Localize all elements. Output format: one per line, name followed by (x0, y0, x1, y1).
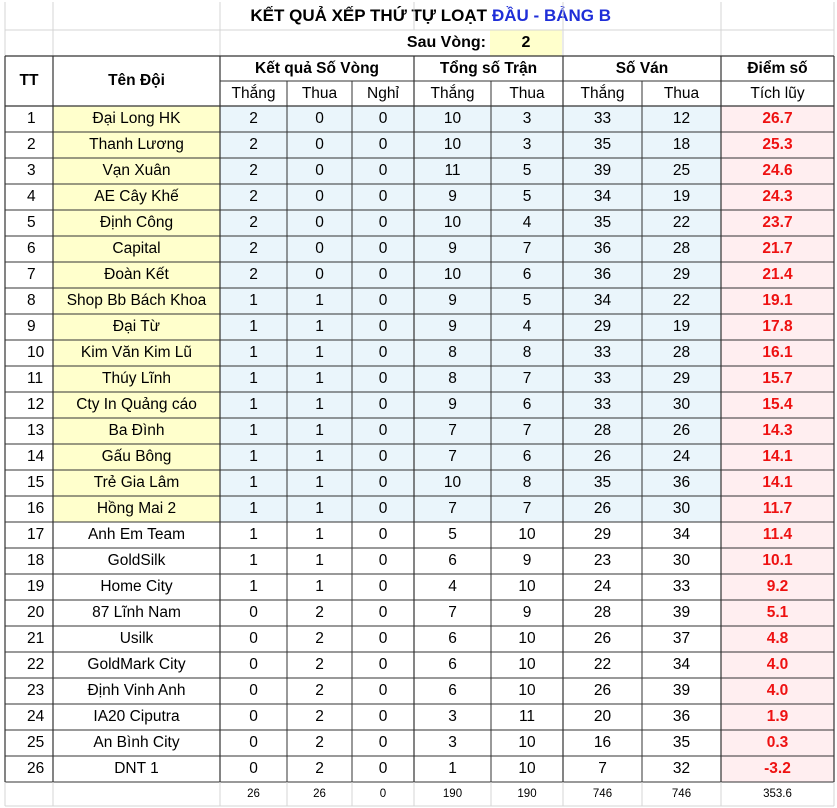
cell-team: Định Công (53, 210, 220, 236)
cell-round-rest: 0 (352, 210, 414, 236)
cell-rank: 18 (27, 552, 45, 569)
cell-matches-lose: 3 (491, 106, 563, 132)
cell-games-lose: 33 (672, 578, 691, 595)
cell-rank: 8 (27, 292, 36, 309)
cell-games-lose: 19 (642, 314, 721, 340)
cell-rank: 23 (27, 682, 45, 699)
cell-round-win: 1 (220, 496, 287, 522)
cell-matches-win: 6 (448, 682, 457, 699)
cell-round-rest: 0 (352, 262, 414, 288)
cell-rank: 16 (27, 500, 45, 517)
cell-matches-win: 7 (414, 418, 491, 444)
cell-round-win: 1 (249, 578, 258, 595)
cell-games-lose: 30 (642, 496, 721, 522)
cell-matches-win: 9 (414, 236, 491, 262)
cell-team: Usilk (119, 630, 154, 647)
cell-games-lose: 19 (642, 184, 721, 210)
cell-games-lose: 28 (642, 236, 721, 262)
cell-matches-lose: 9 (522, 604, 532, 621)
cell-matches-lose: 10 (518, 760, 536, 777)
cell-team: Định Vinh Anh (87, 682, 186, 699)
cell-round-win: 2 (220, 158, 287, 184)
cell-round-lose: 0 (287, 132, 352, 158)
header-tt: TT (19, 72, 39, 89)
cell-rank: 12 (27, 396, 45, 413)
cell-matches-win: 7 (448, 604, 457, 621)
total-round-rest: 0 (379, 788, 387, 800)
cell-round-rest: 0 (378, 604, 388, 621)
cell-games-lose: 29 (642, 366, 721, 392)
cell-team: Vạn Xuân (53, 158, 220, 184)
cell-rank: 4 (27, 188, 36, 205)
cell-round-win: 0 (249, 734, 258, 751)
cell-team: Kim Văn Kim Lũ (53, 340, 220, 366)
cell-points: 14.3 (721, 418, 834, 444)
cell-round-lose: 1 (315, 552, 324, 569)
cell-round-win: 2 (220, 132, 287, 158)
cell-points: 14.1 (721, 470, 834, 496)
cell-round-rest: 0 (352, 184, 414, 210)
cell-games-win: 16 (593, 734, 612, 751)
cell-games-lose: 24 (642, 444, 721, 470)
cell-round-rest: 0 (378, 526, 388, 543)
cell-matches-lose: 8 (491, 340, 563, 366)
total-round-win: 26 (247, 788, 260, 800)
cell-round-rest: 0 (352, 496, 414, 522)
cell-round-lose: 1 (287, 366, 352, 392)
cell-rank: 11 (27, 370, 44, 387)
cell-round-rest: 0 (352, 236, 414, 262)
cell-team: Ba Đình (53, 418, 220, 444)
cell-games-win: 35 (563, 210, 642, 236)
cell-games-win: 39 (563, 158, 642, 184)
cell-round-rest: 0 (378, 656, 388, 673)
cell-round-rest: 0 (378, 552, 388, 569)
cell-games-win: 28 (593, 604, 612, 621)
cell-games-win: 24 (593, 578, 612, 595)
header-games: Số Ván (615, 59, 669, 77)
cell-rank: 10 (27, 344, 45, 361)
cell-round-lose: 1 (287, 470, 352, 496)
cell-games-win: 35 (563, 470, 642, 496)
cell-round-win: 0 (249, 656, 258, 673)
cell-games-lose: 36 (642, 470, 721, 496)
cell-matches-win: 9 (414, 184, 491, 210)
cell-points: 16.1 (721, 340, 834, 366)
cell-matches-win: 10 (414, 106, 491, 132)
cell-matches-win: 7 (414, 496, 491, 522)
cell-games-lose: 39 (672, 682, 691, 699)
cell-round-win: 1 (220, 288, 287, 314)
cell-round-lose: 2 (315, 604, 324, 621)
cell-team: Trẻ Gia Lâm (53, 470, 220, 496)
cell-rank: 6 (27, 240, 36, 257)
total-round-lose: 26 (313, 788, 326, 800)
cell-round-win: 2 (220, 262, 287, 288)
header-total-matches: Tổng số Trận (439, 59, 538, 77)
cell-matches-lose: 10 (518, 656, 536, 673)
cell-matches-lose: 5 (491, 184, 563, 210)
cell-matches-win: 10 (414, 210, 491, 236)
cell-matches-lose: 7 (491, 418, 563, 444)
cell-games-lose: 22 (642, 288, 721, 314)
cell-round-rest: 0 (352, 158, 414, 184)
cell-games-win: 34 (563, 184, 642, 210)
cell-team: An Bình City (93, 734, 180, 751)
cell-matches-win: 4 (448, 578, 457, 595)
cell-games-win: 33 (563, 392, 642, 418)
cell-round-rest: 0 (352, 340, 414, 366)
cell-points: 15.7 (721, 366, 834, 392)
subheader-points-accumulated: Tích lũy (750, 84, 805, 102)
cell-team: GoldSilk (107, 552, 166, 569)
cell-games-win: 28 (563, 418, 642, 444)
cell-points: 23.7 (721, 210, 834, 236)
cell-round-lose: 0 (287, 262, 352, 288)
cell-games-win: 22 (593, 656, 612, 673)
cell-matches-lose: 7 (491, 496, 563, 522)
cell-points: 24.3 (721, 184, 834, 210)
header-team: Tên Đội (108, 72, 165, 89)
cell-games-lose: 26 (642, 418, 721, 444)
title-text: KẾT QUẢ XẾP THỨ TỰ LOẠT (250, 6, 487, 25)
cell-games-lose: 32 (672, 760, 691, 777)
cell-points: 1.9 (721, 704, 834, 730)
cell-games-win: 33 (563, 106, 642, 132)
cell-round-win: 0 (249, 682, 258, 699)
cell-rank: 2 (27, 136, 36, 153)
cell-matches-win: 11 (414, 158, 491, 184)
cell-games-win: 33 (563, 340, 642, 366)
subheader-matches-lose: Thua (509, 84, 545, 102)
cell-games-lose: 28 (642, 340, 721, 366)
cell-round-win: 2 (220, 236, 287, 262)
cell-round-lose: 2 (315, 760, 324, 777)
cell-matches-lose: 10 (518, 682, 536, 699)
cell-points: 25.3 (721, 132, 834, 158)
cell-matches-win: 5 (448, 526, 457, 543)
cell-rank: 25 (27, 734, 45, 751)
cell-rank: 13 (27, 422, 45, 439)
cell-games-lose: 12 (642, 106, 721, 132)
cell-round-win: 0 (249, 708, 258, 725)
cell-round-rest: 0 (378, 682, 388, 699)
cell-points: 11.7 (721, 496, 834, 522)
cell-matches-lose: 10 (518, 526, 536, 543)
cell-points: 21.4 (721, 262, 834, 288)
cell-games-win: 26 (563, 444, 642, 470)
cell-points: 14.1 (721, 444, 834, 470)
cell-matches-lose: 8 (491, 470, 563, 496)
cell-round-lose: 1 (315, 578, 324, 595)
cell-round-lose: 0 (287, 184, 352, 210)
cell-round-lose: 1 (287, 496, 352, 522)
cell-matches-win: 10 (414, 470, 491, 496)
cell-round-rest: 0 (378, 630, 388, 647)
cell-points: 4.0 (721, 678, 834, 704)
cell-rank: 9 (27, 318, 36, 335)
header-round-results: Kết quả Số Vòng (255, 59, 379, 77)
cell-matches-lose: 6 (491, 444, 563, 470)
cell-round-lose: 1 (287, 340, 352, 366)
cell-games-lose: 34 (672, 526, 691, 543)
cell-team: Cty In Quảng cáo (53, 392, 220, 418)
cell-matches-lose: 4 (491, 210, 563, 236)
cell-matches-lose: 7 (491, 366, 563, 392)
cell-matches-win: 9 (414, 314, 491, 340)
cell-games-win: 36 (563, 262, 642, 288)
cell-rank: 1 (27, 110, 36, 127)
cell-round-rest: 0 (352, 288, 414, 314)
cell-games-win: 20 (593, 708, 612, 725)
cell-team: Home City (100, 578, 173, 595)
cell-matches-win: 6 (448, 656, 457, 673)
cell-points: 11.4 (721, 522, 834, 548)
cell-round-win: 0 (249, 630, 258, 647)
cell-matches-lose: 3 (491, 132, 563, 158)
cell-round-rest: 0 (352, 366, 414, 392)
cell-team: Shop Bb Bách Khoa (53, 288, 220, 314)
cell-round-rest: 0 (378, 708, 388, 725)
cell-team: Gấu Bông (53, 444, 220, 470)
cell-round-win: 1 (220, 392, 287, 418)
cell-points: 10.1 (721, 548, 834, 574)
cell-team: Đoàn Kết (53, 262, 220, 288)
subheader-round-win: Thắng (231, 84, 276, 102)
total-games-lose: 746 (671, 788, 692, 800)
cell-rank: 21 (27, 630, 45, 647)
cell-round-lose: 1 (287, 444, 352, 470)
cell-matches-win: 1 (448, 760, 457, 777)
title-group-text: ĐẦU - BẢNG B (492, 6, 611, 25)
cell-round-rest: 0 (352, 392, 414, 418)
cell-team: 87 Lĩnh Nam (92, 604, 181, 621)
cell-matches-win: 7 (414, 444, 491, 470)
total-points: 353.6 (763, 788, 792, 800)
cell-rank: 20 (27, 604, 45, 621)
cell-matches-win: 9 (414, 288, 491, 314)
cell-points: 21.7 (721, 236, 834, 262)
cell-games-lose: 25 (642, 158, 721, 184)
cell-games-win: 29 (593, 526, 612, 543)
cell-round-lose: 2 (315, 656, 324, 673)
cell-round-win: 1 (220, 418, 287, 444)
header-points: Điểm số (747, 59, 808, 77)
cell-round-rest: 0 (352, 470, 414, 496)
cell-points: -3.2 (721, 756, 834, 782)
total-games-win: 746 (592, 788, 613, 800)
cell-games-lose: 30 (642, 392, 721, 418)
cell-round-win: 2 (220, 184, 287, 210)
cell-matches-lose: 6 (491, 392, 563, 418)
cell-matches-lose: 10 (518, 734, 536, 751)
cell-games-lose: 34 (672, 656, 691, 673)
round-value: 2 (490, 30, 562, 56)
cell-games-lose: 30 (672, 552, 691, 569)
cell-points: 9.2 (721, 574, 834, 600)
cell-rank: 15 (27, 474, 45, 491)
cell-round-lose: 1 (315, 526, 324, 543)
subheader-round-rest: Nghỉ (367, 84, 399, 102)
cell-matches-win: 8 (414, 366, 491, 392)
cell-games-win: 26 (593, 682, 612, 699)
cell-team: Đại Long HK (53, 106, 220, 132)
cell-games-win: 26 (593, 630, 612, 647)
cell-games-win: 29 (563, 314, 642, 340)
cell-points: 4.0 (721, 652, 834, 678)
cell-matches-win: 3 (448, 708, 457, 725)
cell-round-rest: 0 (378, 578, 388, 595)
cell-games-win: 35 (563, 132, 642, 158)
cell-matches-win: 8 (414, 340, 491, 366)
cell-round-lose: 1 (287, 288, 352, 314)
cell-team: GoldMark City (87, 656, 186, 673)
cell-games-win: 23 (593, 552, 612, 569)
cell-round-win: 0 (249, 604, 258, 621)
cell-round-win: 2 (220, 106, 287, 132)
cell-matches-lose: 7 (491, 236, 563, 262)
cell-round-win: 1 (220, 366, 287, 392)
cell-matches-win: 6 (448, 630, 457, 647)
cell-games-win: 36 (563, 236, 642, 262)
cell-round-lose: 1 (287, 418, 352, 444)
cell-round-win: 2 (220, 210, 287, 236)
cell-team: Thúy Lĩnh (53, 366, 220, 392)
cell-round-lose: 0 (287, 236, 352, 262)
cell-matches-lose: 5 (491, 288, 563, 314)
cell-matches-lose: 6 (491, 262, 563, 288)
cell-games-lose: 37 (672, 630, 691, 647)
cell-round-lose: 0 (287, 106, 352, 132)
cell-matches-lose: 4 (491, 314, 563, 340)
subheader-round-lose: Thua (301, 84, 338, 102)
cell-round-lose: 2 (315, 630, 324, 647)
cell-round-lose: 2 (315, 708, 324, 725)
cell-points: 19.1 (721, 288, 834, 314)
cell-games-lose: 36 (672, 708, 691, 725)
round-label: Sau Vòng: (406, 34, 486, 51)
cell-round-rest: 0 (378, 760, 388, 777)
total-matches-lose: 190 (517, 788, 537, 800)
cell-round-rest: 0 (352, 132, 414, 158)
cell-points: 5.1 (721, 600, 834, 626)
cell-round-rest: 0 (352, 314, 414, 340)
cell-round-win: 1 (220, 444, 287, 470)
cell-round-win: 1 (249, 526, 258, 543)
cell-games-lose: 22 (642, 210, 721, 236)
cell-team: Hồng Mai 2 (53, 496, 220, 522)
cell-matches-win: 10 (414, 262, 491, 288)
cell-games-win: 33 (563, 366, 642, 392)
cell-rank: 24 (27, 708, 45, 725)
cell-games-lose: 29 (642, 262, 721, 288)
subheader-matches-win: Thắng (430, 84, 475, 102)
cell-points: 24.6 (721, 158, 834, 184)
cell-round-lose: 1 (287, 392, 352, 418)
cell-round-lose: 0 (287, 158, 352, 184)
cell-points: 15.4 (721, 392, 834, 418)
cell-matches-lose: 10 (518, 630, 536, 647)
cell-points: 4.8 (721, 626, 834, 652)
cell-rank: 22 (27, 656, 45, 673)
cell-matches-lose: 5 (491, 158, 563, 184)
cell-points: 0.3 (721, 730, 834, 756)
cell-games-win: 26 (563, 496, 642, 522)
cell-team: Thanh Lương (53, 132, 220, 158)
cell-rank: 17 (27, 526, 45, 543)
cell-team: Đại Từ (53, 314, 220, 340)
cell-games-lose: 18 (642, 132, 721, 158)
cell-round-rest: 0 (352, 106, 414, 132)
cell-matches-lose: 10 (518, 578, 536, 595)
cell-games-win: 7 (598, 760, 607, 777)
cell-team: Capital (53, 236, 220, 262)
cell-rank: 14 (27, 448, 45, 465)
cell-points: 17.8 (721, 314, 834, 340)
cell-round-win: 1 (220, 340, 287, 366)
cell-team: Anh Em Team (87, 526, 186, 543)
cell-round-win: 0 (249, 760, 258, 777)
cell-rank: 5 (27, 214, 36, 231)
cell-round-rest: 0 (378, 734, 388, 751)
cell-games-lose: 35 (672, 734, 691, 751)
cell-rank: 26 (27, 760, 45, 777)
subheader-games-win: Thắng (580, 84, 625, 102)
cell-rank: 7 (27, 266, 36, 283)
cell-rank: 19 (27, 578, 45, 595)
cell-rank: 3 (27, 162, 36, 179)
cell-round-rest: 0 (352, 418, 414, 444)
cell-round-lose: 2 (315, 734, 324, 751)
cell-matches-lose: 11 (518, 708, 536, 725)
cell-round-lose: 2 (315, 682, 324, 699)
cell-matches-win: 10 (414, 132, 491, 158)
cell-matches-lose: 9 (522, 552, 532, 569)
cell-matches-win: 3 (448, 734, 457, 751)
cell-team: AE Cây Khế (53, 184, 220, 210)
cell-round-rest: 0 (352, 444, 414, 470)
cell-matches-win: 6 (448, 552, 457, 569)
cell-team: DNT 1 (114, 760, 159, 777)
cell-games-lose: 39 (672, 604, 691, 621)
cell-round-win: 1 (220, 314, 287, 340)
total-matches-win: 190 (442, 788, 463, 800)
cell-points: 26.7 (721, 106, 834, 132)
cell-round-win: 1 (220, 470, 287, 496)
cell-round-lose: 1 (287, 314, 352, 340)
cell-matches-win: 9 (414, 392, 491, 418)
cell-games-win: 34 (563, 288, 642, 314)
cell-round-lose: 0 (287, 210, 352, 236)
cell-team: IA20 Ciputra (93, 708, 180, 725)
cell-round-win: 1 (249, 552, 258, 569)
subheader-games-lose: Thua (663, 84, 700, 102)
